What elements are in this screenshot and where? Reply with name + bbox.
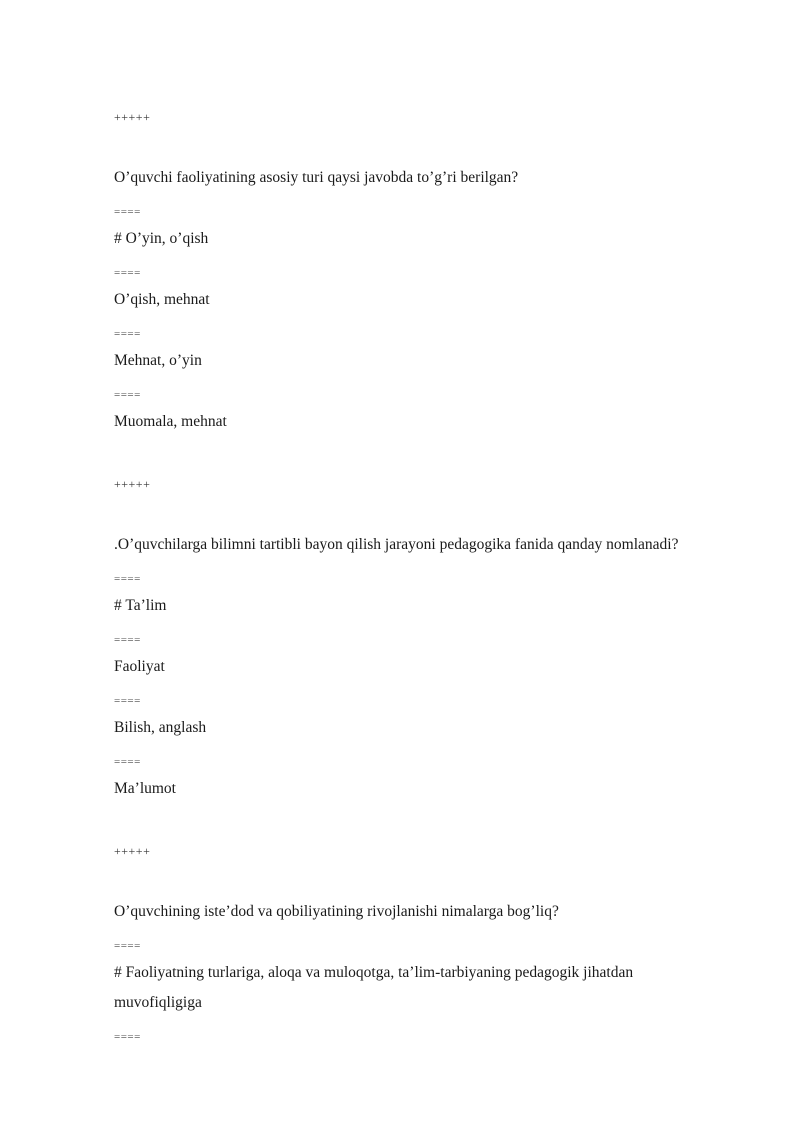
answer-separator: ==== [114,267,141,279]
question-marker: +++++ [114,110,151,124]
answer-option: Ma’lumot [114,780,176,797]
answer-separator: ==== [114,573,141,585]
answer-separator: ==== [114,940,141,952]
answer-separator: ==== [114,206,141,218]
answer-correct-continuation: muvofiqligiga [114,994,202,1011]
answer-separator: ==== [114,695,141,707]
answer-separator: ==== [114,1031,141,1043]
answer-correct: # O’yin, o’qish [114,230,209,247]
answer-correct: # Faoliyatning turlariga, aloqa va muloqotga, ta’lim-tarbiyaning pedagogik jihatdan [114,964,634,981]
answer-separator: ==== [114,634,141,646]
question-text: O’quvchi faoliyatining asosiy turi qaysi javobda to’g’ri berilgan? [114,169,519,186]
question-marker: +++++ [114,844,151,858]
answer-option: Bilish, anglash [114,719,207,736]
answer-option: Muomala, mehnat [114,413,227,430]
answer-separator: ==== [114,328,141,340]
answer-option: O’qish, mehnat [114,291,210,308]
question-text: .O’quvchilarga bilimni tartibli bayon qilish jarayoni pedagogika fanida qanday nomlanadi? [114,536,679,553]
question-text: O’quvchining iste’dod va qobiliyatining rivojlanishi nimalarga bog’liq? [114,903,559,920]
answer-option: Mehnat, o’yin [114,352,202,369]
answer-separator: ==== [114,389,141,401]
answer-separator: ==== [114,756,141,768]
answer-option: Faoliyat [114,658,165,675]
answer-correct: # Ta’lim [114,597,167,614]
question-marker: +++++ [114,477,151,491]
